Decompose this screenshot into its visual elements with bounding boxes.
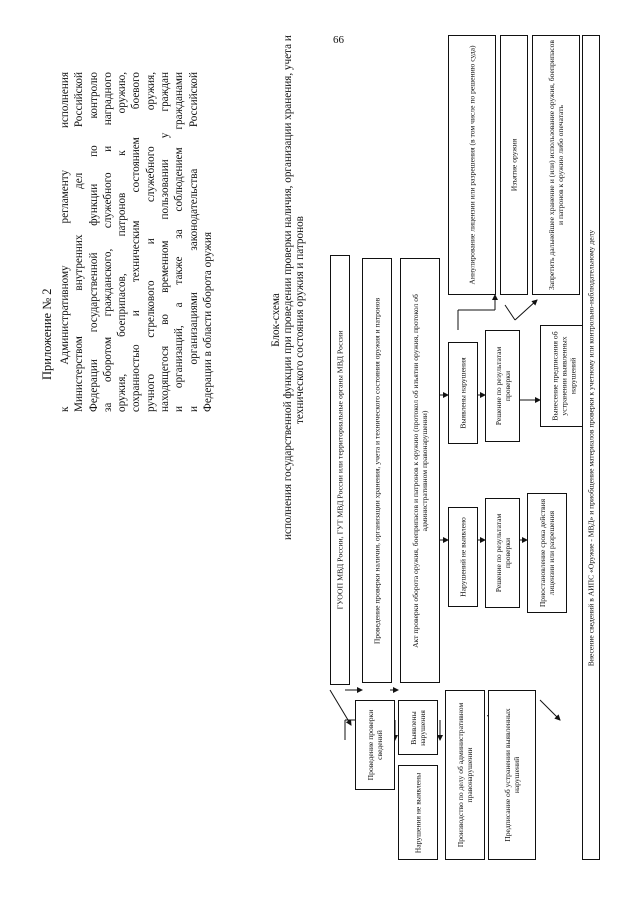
appendix-line: находящегося во временном пользовании у граждан [159,72,172,412]
box-inspection: Проведение проверки наличия, организации хранения, учета и технического состояния оружия и патронов [362,258,392,683]
appendix-line: ручного стрелкового и служебного оружия, [144,72,157,412]
box-annul: Аннулирование лицензии или разрешения (в том числе по решению суда) [448,35,496,295]
box-decision-right: Решение по результатам проверки [485,330,520,442]
appendix-line: Министерством внутренних дел Российской [73,72,86,412]
appendix-line: и организациями законодательства Российской [187,72,200,412]
appendix-line: и организаций, а также за соблюдением гражданами [173,72,186,412]
box-no-violations-small: Нарушения не выявлены [398,765,438,860]
box-suspend: Приостановление срока действия лицензии или разрешения [527,493,567,613]
box-seizure: Изъятие оружия [500,35,528,295]
appendix-line: сохранностью и техническим состоянием боевого [130,72,143,412]
box-violations-found: Выявлены нарушения [448,342,478,444]
flowchart-title-line-3: технического состояния оружия и патронов [294,216,306,424]
box-prescription-left: Предписание об устранении выявленных нарушений [488,690,536,860]
page-number: 66 [333,34,344,46]
box-admin-case: Производство по делу об административном правонарушении [445,690,485,860]
flowchart-title-line-2: исполнения государственной функции при проведении проверки наличия, организации хранения, учета и [282,35,294,540]
appendix-line: Федерации государственной функции по контролю [87,72,100,412]
appendix-line: Федерации в области оборота оружия [201,232,214,412]
box-aips: Внесение сведений в АИПС «Оружие - МВД» и приобщение материалов проверки к учетному или контрольно-наблюдательному делу [582,35,600,860]
appendix-line: за оборотом гражданского, служебного и наградного [101,72,114,412]
box-prescription-right: Вынесение предписания об устранении выявленных нарушений [540,325,588,427]
flowchart-title-line-1: Блок-схема [270,293,282,347]
box-no-violations: Нарушений не выявлено [448,507,478,607]
box-violations-found-small: Выявлены нарушения [398,700,438,755]
box-prohibit: Запретить дальнейшее хранение и (или) использование оружия, боеприпасов и патронов к оружию либо опечатать [532,35,580,295]
appendix-line: оружия, боеприпасов, патронов к оружию, [116,72,129,412]
box-info-check: Проведение проверки сведений [355,700,395,790]
box-authorities: ГУООП МВД России, ГУТ МВД России или территориальные органы МВД России [330,255,350,685]
appendix-title: Приложение № 2 [40,288,54,380]
box-decision-left: Решение по результатам проверки [485,498,520,608]
box-act: Акт проверки оборота оружия, боеприпасов и патронов к оружию (протокол об изъятии оружия, протокол об административном правонарушении) [400,258,440,683]
appendix-line: к Административному регламенту исполнения [59,72,71,412]
